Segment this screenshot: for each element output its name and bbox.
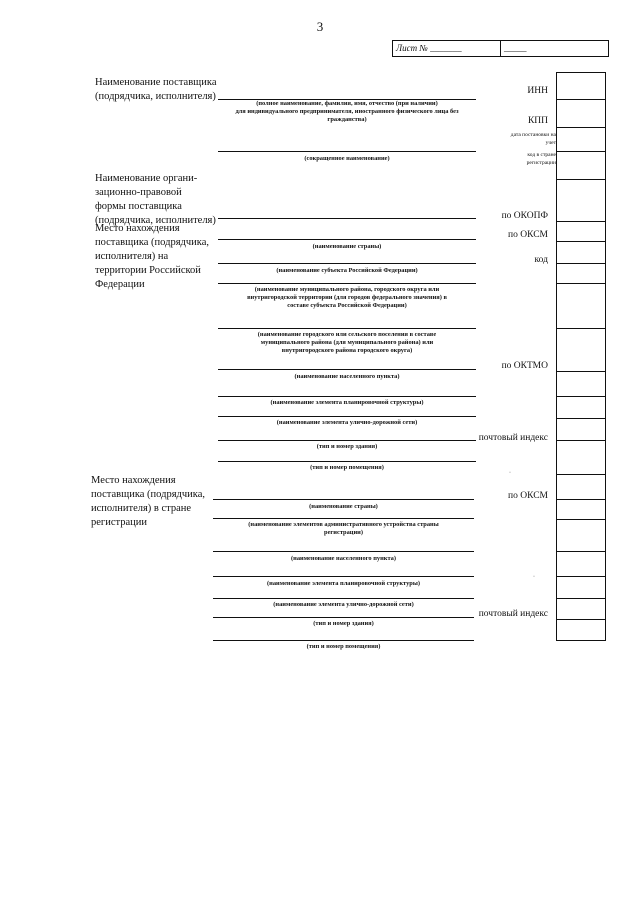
country-code-cell[interactable]	[556, 179, 606, 180]
kpp-label: КПП	[527, 116, 548, 126]
country-code-label: код в стране регистрации	[526, 152, 556, 166]
oksm-label-2: по ОКСМ	[508, 491, 548, 501]
planning-caption-2: (наименование элемента планировочной структуры)	[267, 580, 420, 587]
inn-cell[interactable]	[556, 99, 606, 100]
room-caption-2: (тип и номер помещения)	[306, 643, 381, 650]
short-name-line[interactable]	[218, 151, 476, 152]
country-line-1[interactable]	[218, 239, 476, 240]
locality-caption-2: (наименование населенного пункта)	[291, 555, 396, 562]
code-cell[interactable]	[556, 396, 606, 397]
reg-date-label: дата постановки на учет	[510, 132, 556, 146]
locality-line-2[interactable]	[213, 551, 474, 552]
oktmo-cell[interactable]	[556, 371, 606, 372]
country-caption-2: (наименование страны)	[309, 503, 378, 510]
country-line-2[interactable]	[213, 499, 474, 500]
planning-caption-1: (наименование элемента планировочной структуры)	[270, 399, 424, 406]
oksm-label-1: по ОКСМ	[508, 230, 548, 240]
okopf-label: по ОКОПФ	[501, 211, 548, 221]
building-caption-2: (тип и номер здания)	[313, 620, 374, 627]
code-column-frame	[556, 72, 606, 640]
code-cell[interactable]	[556, 551, 606, 552]
kod-cell[interactable]	[556, 263, 606, 264]
postal-label-1: почтовый индекс	[478, 433, 548, 443]
kpp-cell[interactable]	[556, 127, 606, 128]
stray-mark: ·	[509, 470, 511, 476]
municipal-caption: (наименование муниципального района, городского округа или внутригородской территории (для городов федерального значения) в составе субъекта Российской Федерации)	[247, 286, 447, 309]
building-line-2[interactable]	[213, 617, 474, 618]
country-caption-1: (наименование страны)	[312, 243, 382, 250]
okopf-cell[interactable]	[556, 221, 606, 222]
admin-units-line[interactable]	[213, 518, 474, 519]
planning-line-2[interactable]	[213, 576, 474, 577]
street-caption-2: (наименование элемента улично-дорожной сети)	[273, 601, 414, 608]
room-line-1[interactable]	[218, 461, 476, 462]
admin-units-caption: (наименование элементов административного устройства страны регистрации)	[248, 521, 439, 536]
settlement-line[interactable]	[218, 328, 476, 329]
code-cell[interactable]	[556, 474, 606, 475]
reg-date-cell[interactable]	[556, 151, 606, 152]
stray-mark: ·	[533, 574, 535, 580]
municipal-line[interactable]	[218, 283, 476, 284]
org-form-heading: Наименование органи- зационно-правовой формы поставщика (подрядчика, исполнителя)	[95, 173, 216, 226]
sheet-number-field[interactable]: Лист № _______	[396, 43, 462, 53]
location-reg-heading: Место нахождения поставщика (подрядчика, исполнителя) в стране регистрации	[91, 475, 206, 528]
supplier-name-heading: Наименование поставщика (подрядчика, исполнителя)	[95, 77, 217, 102]
kod-label: код	[534, 255, 548, 265]
code-cell[interactable]	[556, 418, 606, 419]
page-number: 3	[316, 19, 324, 34]
street-line-2[interactable]	[213, 598, 474, 599]
postal-label-2: почтовый индекс	[478, 609, 548, 619]
sheet-counter-box	[392, 40, 609, 57]
building-caption-1: (тип и номер здания)	[316, 443, 378, 450]
oksm-cell-2[interactable]	[556, 499, 606, 500]
code-cell[interactable]	[556, 598, 606, 599]
code-cell[interactable]	[556, 519, 606, 520]
settlement-caption: (наименование городского или сельского поселения в составе муниципального района (для муниципального района) или внутригородского района городского округа)	[257, 331, 437, 354]
planning-line-1[interactable]	[218, 396, 476, 397]
building-line-1[interactable]	[218, 440, 476, 441]
oktmo-label: по ОКТМО	[501, 361, 548, 371]
full-name-caption: (полное наименование, фамилия, имя, отчество (при наличии) для индивидуального предпринимателя, иностранного физического лица без гражданства)	[235, 100, 459, 123]
postal-cell-2[interactable]	[556, 619, 606, 620]
code-cell[interactable]	[556, 640, 606, 641]
postal-cell-1[interactable]	[556, 440, 606, 441]
code-cell[interactable]	[556, 283, 606, 284]
code-cell-border	[556, 72, 606, 73]
room-line-2[interactable]	[213, 640, 474, 641]
locality-line-1[interactable]	[218, 369, 476, 370]
code-cell[interactable]	[556, 576, 606, 577]
location-rf-heading: Место нахождения поставщика (подрядчика, исполнителя) на территории Российской Федерации	[95, 223, 210, 290]
street-line-1[interactable]	[218, 416, 476, 417]
oksm-cell-1[interactable]	[556, 241, 606, 242]
short-name-caption: (сокращенное наименование)	[304, 155, 390, 162]
code-cell[interactable]	[556, 328, 606, 329]
inn-label: ИНН	[527, 86, 548, 96]
room-caption-1: (тип и номер помещения)	[310, 464, 384, 471]
subject-rf-caption: (наименование субъекта Российской Федерации)	[276, 267, 418, 274]
org-form-line[interactable]	[218, 218, 476, 219]
locality-caption-1: (наименование населенного пункта)	[294, 373, 400, 380]
sheets-total-field[interactable]: _____	[500, 41, 608, 56]
subject-rf-line[interactable]	[218, 263, 476, 264]
street-caption-1: (наименование элемента улично-дорожной сети)	[276, 419, 418, 426]
